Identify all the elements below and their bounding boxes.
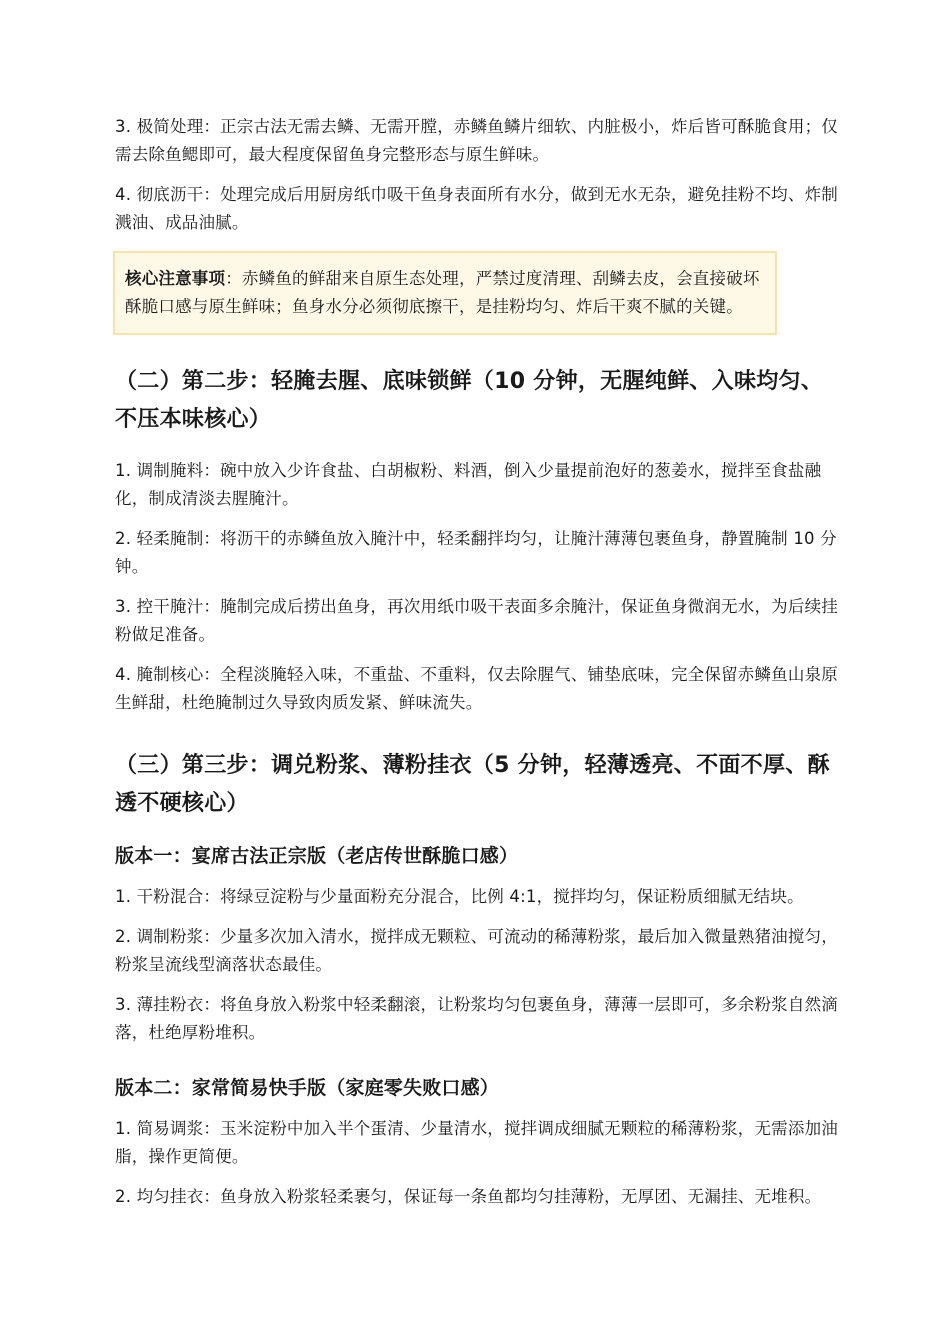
- version1-heading: 版本一：宴席古法正宗版（老店传世酥脆口感）: [115, 845, 519, 867]
- section-heading-step2: （二）第二步：轻腌去腥、底味锁鲜（10 分钟，无腥纯鲜、入味均匀、不压本味核心）: [115, 369, 824, 432]
- list-item: 4. 彻底沥干：处理完成后用厨房纸巾吸干鱼身表面所有水分，做到无水无杂，避免挂粉不均、炸制溅油、成品油腻。: [115, 185, 838, 232]
- core-note-callout: [113, 251, 777, 335]
- note-label: 核心注意事项: [125, 269, 226, 288]
- list-item: 3. 薄挂粉衣：将鱼身放入粉浆中轻柔翻滚，让粉浆均匀包裹鱼身，薄薄一层即可，多余粉浆自然滴落，杜绝厚粉堆积。: [115, 995, 838, 1042]
- list-item: 1. 简易调浆：玉米淀粉中加入半个蛋清、少量清水，搅拌调成细腻无颗粒的稀薄粉浆，无需添加油脂，操作更简便。: [115, 1119, 838, 1166]
- list-item: 3. 控干腌汁：腌制完成后捞出鱼身，再次用纸巾吸干表面多余腌汁，保证鱼身微润无水，为后续挂粉做足准备。: [115, 597, 838, 644]
- list-item: 4. 腌制核心：全程淡腌轻入味，不重盐、不重料，仅去除腥气、铺垫底味，完全保留赤鳞鱼山泉原生鲜甜，杜绝腌制过久导致肉质发紧、鲜味流失。: [115, 665, 838, 712]
- list-item: 2. 均匀挂衣：鱼身放入粉浆轻柔裹匀，保证每一条鱼都均匀挂薄粉，无厚团、无漏挂、无堆积。: [115, 1187, 822, 1206]
- list-item: 2. 轻柔腌制：将沥干的赤鳞鱼放入腌汁中，轻柔翻拌均匀，让腌汁薄薄包裹鱼身，静置腌制 10 分钟。: [115, 529, 837, 576]
- list-item: 1. 调制腌料：碗中放入少许食盐、白胡椒粉、料酒，倒入少量提前泡好的葱姜水，搅拌至食盐融化，制成清淡去腥腌汁。: [115, 461, 822, 508]
- list-item: 2. 调制粉浆：少量多次加入清水，搅拌成无颗粒、可流动的稀薄粉浆，最后加入微量熟猪油搅匀，粉浆呈流线型滴落状态最佳。: [115, 927, 838, 974]
- version2-heading: 版本二：家常简易快手版（家庭零失败口感）: [115, 1077, 500, 1099]
- list-item: 3. 极简处理：正宗古法无需去鳞、无需开膛，赤鳞鱼鳞片细软、内脏极小，炸后皆可酥脆食用；仅需去除鱼鳃即可，最大程度保留鱼身完整形态与原生鲜味。: [115, 117, 838, 164]
- list-item: 1. 干粉混合：将绿豆淀粉与少量面粉充分混合，比例 4:1，搅拌均匀，保证粉质细腻无结块。: [115, 887, 804, 906]
- section-heading-step3: （三）第三步：调兑粉浆、薄粉挂衣（5 分钟，轻薄透亮、不面不厚、酥透不硬核心）: [115, 753, 830, 816]
- document-page: [115, 113, 845, 1223]
- note-text: ：赤鳞鱼的鲜甜来自原生态处理，严禁过度清理、刮鳞去皮，会直接破坏酥脆口感与原生鲜味；鱼身水分必须彻底擦干，是挂粉均匀、炸后干爽不腻的关键。: [125, 269, 760, 316]
